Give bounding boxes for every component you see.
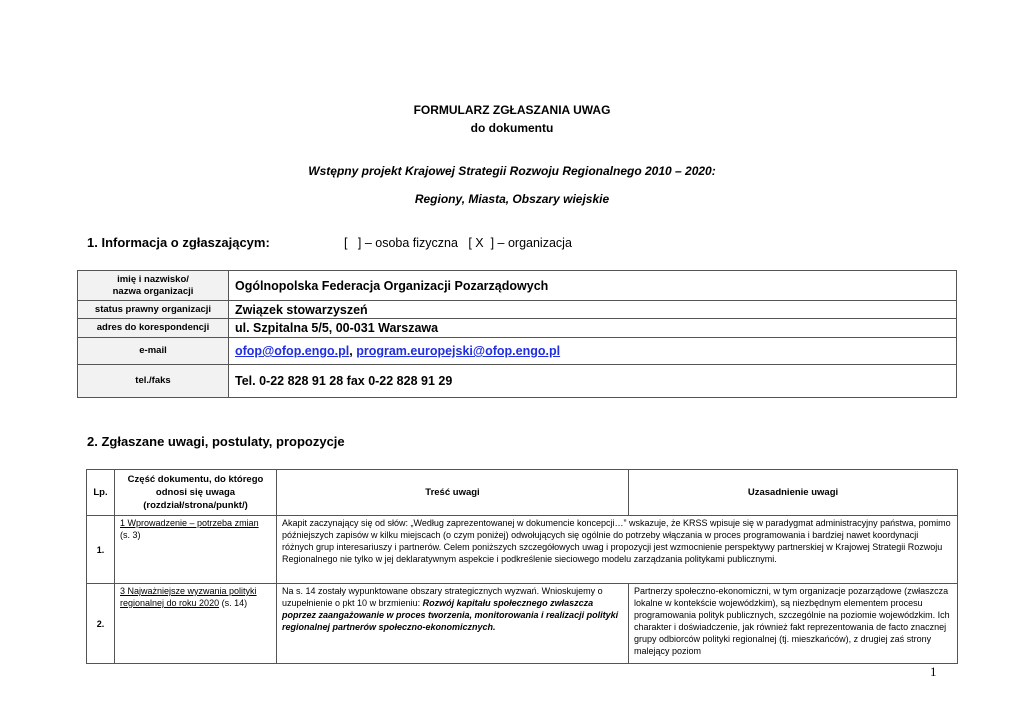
row-part	[115, 516, 277, 584]
document-subname: Regiony, Miasta, Obszary wiejskie	[414, 192, 610, 206]
header-justification: Uzasadnienie uwagi	[629, 470, 958, 516]
name-label-line2: nazwa organizacji	[112, 285, 194, 297]
row-part-link: 3 Najważniejsze wyzwania polityki regionalnej do roku 2020	[120, 586, 257, 608]
section1-heading: 1. Informacja o zgłaszającym:	[87, 235, 270, 250]
email-link-1[interactable]: ofop@ofop.engo.pl	[235, 344, 350, 358]
remarks-header-row	[87, 470, 958, 516]
row-part-page: (s. 3)	[120, 530, 141, 540]
email-value	[229, 338, 957, 365]
form-title: FORMULARZ ZGŁASZANIA UWAG	[413, 103, 611, 117]
section2-heading: 2. Zgłaszane uwagi, postulaty, propozycje	[87, 434, 345, 449]
remarks-table	[86, 469, 958, 664]
row-number: 2.	[87, 584, 115, 664]
row-part	[115, 584, 277, 664]
info-row-tel	[78, 365, 957, 398]
status-label: status prawny organizacji	[78, 301, 229, 319]
email-link-2[interactable]: program.europejski@ofop.engo.pl	[356, 344, 561, 358]
row-number: 1.	[87, 516, 115, 584]
table-row	[87, 584, 958, 664]
document-name: Wstępny projekt Krajowej Strategii Rozwoju Regionalnego 2010 – 2020:	[308, 164, 716, 178]
info-row-status	[78, 301, 957, 319]
table-row	[87, 516, 958, 584]
submitter-type-options: [ ] – osoba fizyczna [ X ] – organizacja	[344, 236, 572, 250]
header-content: Treść uwagi	[277, 470, 629, 516]
email-label: e-mail	[78, 338, 229, 365]
address-value: ul. Szpitalna 5/5, 00-031 Warszawa	[229, 319, 957, 338]
header-lp: Lp.	[87, 470, 115, 516]
row-content	[277, 584, 629, 664]
info-row-name	[78, 271, 957, 301]
info-row-email	[78, 338, 957, 365]
email-separator: ,	[349, 344, 357, 358]
row-part-link: 1 Wprowadzenie – potrzeba zmian	[120, 518, 259, 528]
row-content-plain: Na s. 14 zostały wypunktowane obszary strategicznych wyzwań. Wnioskujemy o uzupełnienie o pkt 10 w brzmieniu:	[282, 586, 603, 608]
submitter-info-table	[77, 270, 957, 398]
row-part-page: (s. 14)	[219, 598, 248, 608]
status-value: Związek stowarzyszeń	[229, 301, 957, 319]
info-row-address	[78, 319, 957, 338]
row-justification: Partnerzy społeczno-ekonomiczni, w tym organizacje pozarządowe (zwłaszcza lokalne w kontekście wojewódzkim), są niezbędnym elementem procesu programowania polityk publicznych, szczególnie na poziomie wojewódzkim. Ich charakter i doświadczenie, jak również fakt reprezentowania de facto znacznej grupy odbiorców polityki regionalnej (tj. mieszkańców), z drugiej zaś strony malejący poziom	[629, 584, 958, 664]
name-label-line1: imię i nazwisko/	[117, 273, 189, 285]
name-value: Ogólnopolska Federacja Organizacji Pozarządowych	[229, 271, 957, 301]
address-label: adres do korespondencji	[78, 319, 229, 338]
row-content: Akapit zaczynający się od słów: „Według zaprezentowanej w dokumencie koncepcji…” wskazuje, że KRSS wpisuje się w paradygmat administracyjny państwa, pomimo późniejszych zapisów w kilku miejscach (o czym poniżej) odwołujących się ogólnie do potrzeby włączania w proces programowania i bardziej nawet koordynacji różnych grup interesariuszy i partnerów. Celem poniższych szczegółowych uwag i propozycji jest wzmocnienie perspektywy partnerskiej w Krajowej Strategii Rozwoju Regionalnego nie tylko w jej deklaratywnym aspekcie i podkreślenie sieciowego modelu zarządzania politykami publicznymi.	[277, 516, 958, 584]
name-label	[78, 271, 229, 301]
row-content-proposal: Rozwój kapitału społecznego zwłaszcza poprzez zaangażowanie w proces tworzenia, monitorowania i realizacji polityki regionalnej partnerów społeczno-ekonomicznych.	[282, 598, 619, 632]
page-number: 1	[930, 664, 937, 679]
header-part: Część dokumentu, do którego odnosi się uwaga (rozdział/strona/punkt/)	[115, 470, 277, 516]
form-subtitle: do dokumentu	[470, 121, 554, 135]
tel-value: Tel. 0-22 828 91 28 fax 0-22 828 91 29	[229, 365, 957, 398]
tel-label: tel./faks	[78, 365, 229, 398]
